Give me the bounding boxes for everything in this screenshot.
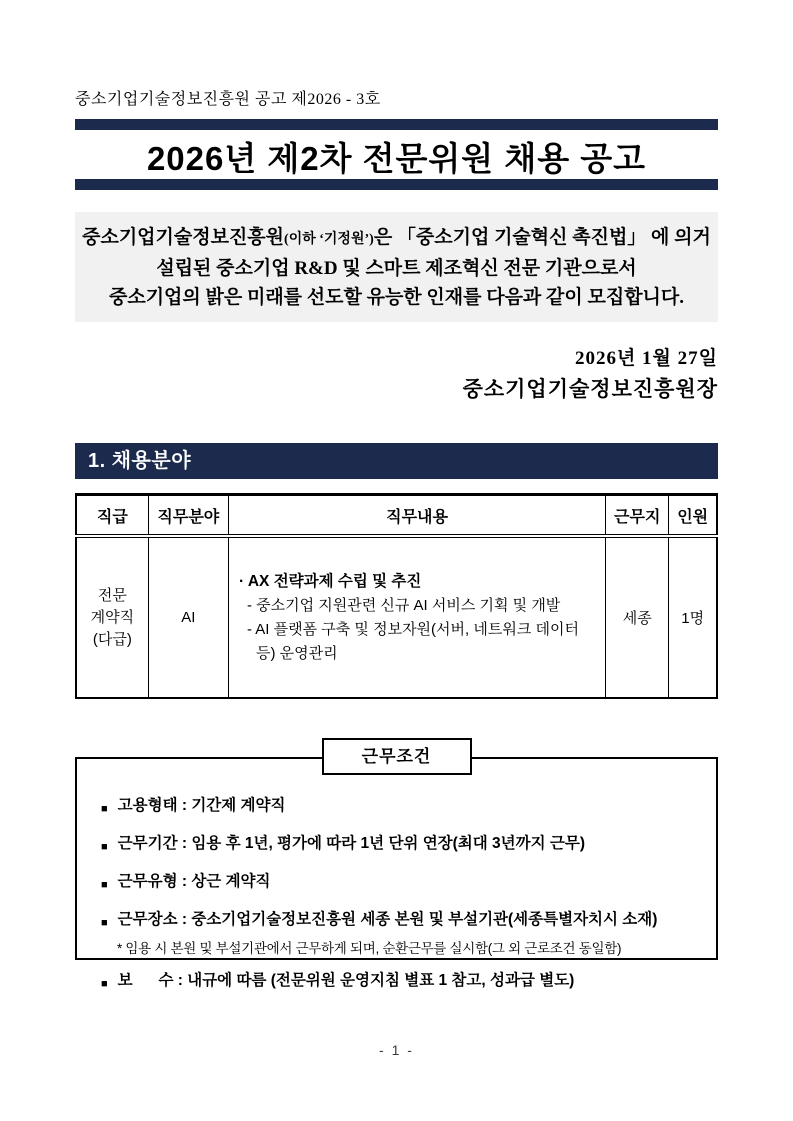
intro-line-2: 설립된 중소기업 R&D 및 스마트 제조혁신 전문 기관으로서: [156, 258, 637, 279]
col-header-grade: 직급: [76, 495, 148, 537]
intro-line-3: 중소기업의 밝은 미래를 선도할 유능한 인재를 다음과 같이 모집합니다.: [108, 287, 685, 308]
condition-item-employment-type: ■ 고용형태 : 기간제 계약직: [95, 795, 700, 820]
date-signature-block: [75, 344, 718, 404]
col-header-duty: 직무내용: [228, 495, 605, 537]
work-conditions-section: [75, 747, 718, 990]
condition-item-work-type: ■ 근무유형 : 상근 계약직: [95, 871, 700, 896]
cell-duty: [228, 536, 605, 698]
announcement-date: 2026년 1월 27일: [574, 348, 718, 369]
square-bullet-icon: ■: [101, 879, 108, 891]
cell-grade: 전문 계약직 (다급): [76, 536, 148, 698]
square-bullet-icon: ■: [101, 917, 108, 929]
duty-title: · AX 전략과제 수립 및 추진: [238, 572, 422, 590]
col-header-location: 근무지: [606, 495, 669, 537]
square-bullet-icon: ■: [101, 978, 108, 990]
page-number: - 1 -: [379, 1042, 414, 1058]
intro-paragraph: [75, 212, 718, 322]
title-rule-top: [75, 119, 718, 130]
signer-name: 중소기업기술정보진흥원장: [462, 377, 718, 401]
page-title: 2026년 제2차 전문위원 채용 공고: [146, 140, 647, 177]
duty-item: - AI 플랫폼 구축 및 정보자원(서버, 네트워크 데이터 등) 운영관리: [246, 620, 579, 662]
table-row: [76, 536, 717, 698]
square-bullet-icon: ■: [101, 803, 108, 815]
condition-note: * 임용 시 본원 및 부설기관에서 근무하게 되며, 순환근무를 실시함(그 외 근로조건 동일함): [117, 941, 622, 956]
col-header-field: 직무분야: [148, 495, 228, 537]
duty-item: - 중소기업 지원관련 신규 AI 서비스 기획 및 개발: [246, 596, 561, 614]
condition-item-work-period: ■ 근무기간 : 임용 후 1년, 평가에 따라 1년 단위 연장(최대 3년까지 근무): [95, 833, 700, 858]
condition-item-salary: ■ 보 수 : 내규에 따름 (전문위원 운영지침 별표 1 참고, 성과급 별도): [95, 970, 700, 995]
condition-item-work-place: ■ 근무장소 : 중소기업기술정보진흥원 세종 본원 및 부설기관(세종특별자치시 소재): [95, 909, 700, 934]
cell-headcount: 1명: [669, 536, 717, 698]
intro-line-1: 중소기업기술정보진흥원(이하 ‘기정원’)은 「중소기업 기술혁신 촉진법」 에 의거: [82, 227, 711, 248]
table-header-row: [76, 495, 717, 537]
work-conditions-label: 근무조건: [322, 738, 472, 775]
recruit-field-table: [75, 493, 718, 699]
section-heading-recruit-field: 1. 채용분야: [75, 443, 718, 479]
square-bullet-icon: ■: [101, 841, 108, 853]
title-rule-bottom: [75, 179, 718, 190]
doc-number: 중소기업기술정보진흥원 공고 제2026 - 3호: [75, 91, 381, 108]
cell-field: AI: [148, 536, 228, 698]
work-conditions-box: [75, 757, 718, 990]
col-header-headcount: 인원: [669, 495, 717, 537]
cell-location: 세종: [606, 536, 669, 698]
